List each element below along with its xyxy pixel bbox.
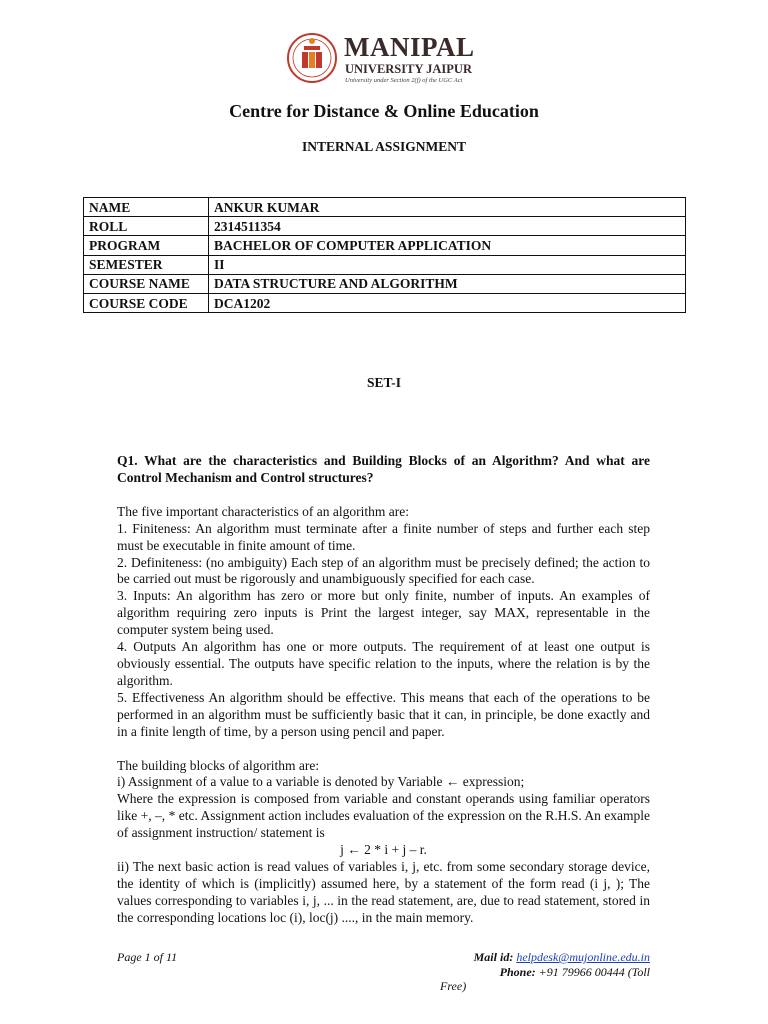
- characteristics-intro: The five important characteristics of an algorithm are:: [117, 503, 410, 519]
- characteristic-item: 5. Effectiveness An algorithm should be effective. This means that each of the operations to be performed in an algorithm must be sufficiently basic that it can, in principle, be done exactly and in a finite length of time, by a person using pencil and paper.: [117, 689, 650, 739]
- table-row: [84, 217, 686, 236]
- table-value: II: [209, 255, 686, 274]
- phone-line: [440, 965, 650, 980]
- question-text: Q1. What are the characteristics and Building Blocks of an Algorithm? And what are Control Mechanism and Control structures?: [117, 453, 650, 485]
- table-value: DCA1202: [209, 293, 686, 312]
- centre-title: Centre for Distance & Online Education: [229, 101, 539, 121]
- table-label: SEMESTER: [84, 255, 209, 274]
- logo-name: MANIPAL: [344, 32, 475, 62]
- characteristic-item: 3. Inputs: An algorithm has zero or more but only finite, number of inputs. An examples of algorithm requiring zero inputs is Print the largest integer, say MAX, representable in the computer system being used.: [117, 588, 650, 638]
- table-label: ROLL: [84, 217, 209, 236]
- table-value: ANKUR KUMAR: [209, 198, 686, 217]
- building-block-item: i) Assignment of a value to a variable is denoted by Variable ← expression;: [117, 774, 525, 790]
- building-block-detail: Where the expression is composed from variable and constant operands using familiar operators like +, –, * etc. Assignment action includes evaluation of the expression on the R.H.S. An example of assignment instruction/ statement is: [117, 791, 650, 841]
- table-label: PROGRAM: [84, 236, 209, 255]
- characteristic-item: 4. Outputs An algorithm has one or more outputs. The requirement of at least one output is obviously essential. The outputs have specific relation to the inputs, where the relation is by the algorithm.: [117, 639, 650, 688]
- building-block-item: ii) The next basic action is read values of variables i, j, etc. from some secondary storage device, the identity of which is (implicitly) assumed here, by a statement of the form read (i j, ); The values corresponding to variables i, j, ... in the read statement, are, due to read statement, stored in the corresponding locations loc (i), loc(j) ...., in the main memory.: [117, 858, 650, 925]
- manipal-emblem-icon: [284, 28, 340, 88]
- table-row: [84, 293, 686, 312]
- table-label: COURSE CODE: [84, 293, 209, 312]
- university-logo: [284, 28, 484, 90]
- set-title: SET-I: [366, 375, 402, 390]
- characteristic-item: 1. Finiteness: An algorithm must terminate after a finite number of steps and further each step must be executable in finite amount of time.: [117, 520, 650, 553]
- mail-line: [440, 950, 650, 965]
- logo-subtitle: UNIVERSITY JAIPUR: [345, 62, 472, 76]
- logo-tagline: University under Section 2(f) of the UGC Act: [345, 77, 463, 84]
- mail-label: Mail id:: [473, 950, 517, 964]
- assignment-example: j ← 2 * i + j – r.: [340, 842, 427, 858]
- assignment-title: INTERNAL ASSIGNMENT: [302, 139, 466, 154]
- student-info-table: [83, 197, 686, 313]
- mail-link[interactable]: helpdesk@mujonline.edu.in: [516, 950, 650, 964]
- table-row: [84, 198, 686, 217]
- table-label: NAME: [84, 198, 209, 217]
- phone-number: +91 79966 00444 (Toll: [538, 965, 650, 979]
- table-row: [84, 236, 686, 255]
- phone-label: Phone:: [499, 965, 539, 979]
- table-label: COURSE NAME: [84, 274, 209, 293]
- table-value: BACHELOR OF COMPUTER APPLICATION: [209, 236, 686, 255]
- phone-continuation: Free): [440, 979, 467, 993]
- assignment-body: [117, 453, 650, 927]
- table-value: 2314511354: [209, 217, 686, 236]
- table-row: [84, 274, 686, 293]
- footer-contact: [440, 950, 650, 980]
- page-number: Page 1 of 11: [117, 950, 178, 964]
- table-value: DATA STRUCTURE AND ALGORITHM: [209, 274, 686, 293]
- characteristic-item: 2. Definiteness: (no ambiguity) Each step of an algorithm must be precisely defined; the action to be carried out must be rigorously and unambiguously specified for each case.: [117, 554, 650, 587]
- table-row: [84, 255, 686, 274]
- building-blocks-intro: The building blocks of algorithm are:: [117, 757, 320, 773]
